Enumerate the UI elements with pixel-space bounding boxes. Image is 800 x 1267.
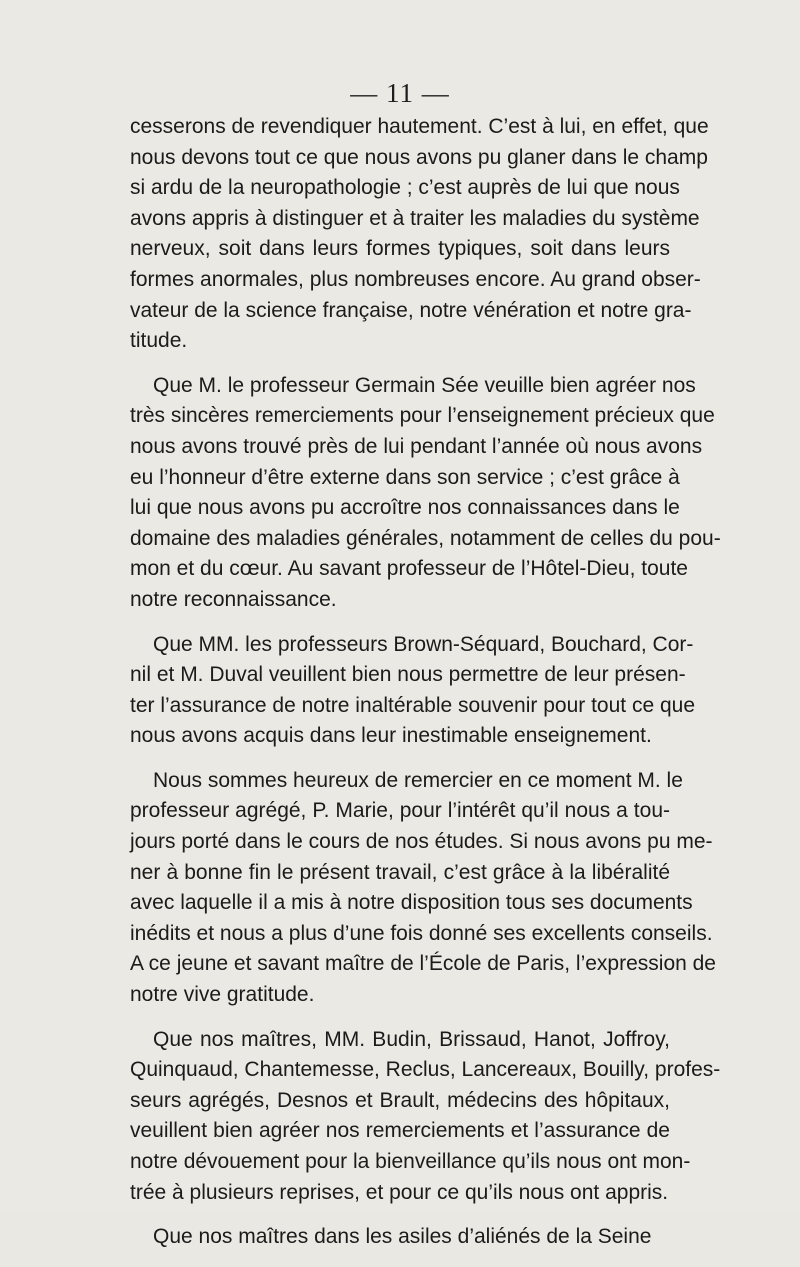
text-line: inédits et nous a plus d’une fois donné ses excellents conseils. — [130, 921, 713, 945]
text-line: seurs agrégés, Desnos et Brault, médecins des hôpitaux, — [130, 1088, 670, 1112]
text-line: Que nos maîtres, MM. Budin, Brissaud, Hanot, Joffroy, — [153, 1027, 670, 1051]
text-line: jours porté dans le cours de nos études. Si nous avons pu me- — [130, 830, 713, 854]
text-line: nous devons tout ce que nous avons pu glaner dans le champ — [130, 145, 708, 169]
paragraph — [130, 1025, 721, 1209]
text-line: si ardu de la neuropathologie ; c’est auprès de lui que nous — [130, 176, 680, 200]
paragraph — [130, 112, 709, 357]
text-line: nil et M. Duval veuillent bien nous permettre de leur présen- — [130, 663, 686, 687]
text-line: Que M. le professeur Germain Sée veuille bien agréer nos — [153, 373, 696, 397]
text-line: vateur de la science française, notre vénération et notre gra- — [130, 298, 692, 322]
paragraph — [130, 766, 716, 1011]
text-line: avec laquelle il a mis à notre disposition tous ses documents — [130, 891, 693, 915]
text-line: cesserons de revendiquer hautement. C’est à lui, en effet, que — [130, 115, 709, 138]
paragraph — [130, 371, 721, 616]
text-line: professeur agrégé, P. Marie, pour l’intérêt qu’il nous a tou- — [130, 799, 670, 823]
text-line: lui que nous avons pu accroître nos connaissances dans le — [130, 496, 680, 520]
text-line: mon et du cœur. Au savant professeur de l’Hôtel-Dieu, toute — [130, 557, 688, 581]
text-line: notre reconnaissance. — [130, 587, 337, 611]
text-line: notre dévouement pour la bienveillance qu’ils nous ont mon- — [130, 1150, 691, 1173]
text-line: notre vive gratitude. — [130, 983, 315, 1007]
text-line: trée à plusieurs reprises, et pour ce qu’ils nous ont appris. — [130, 1180, 669, 1204]
text-line: Que nos maîtres dans les asiles d’aliénés de la Seine — [153, 1225, 652, 1249]
text-line: ter l’assurance de notre inaltérable souvenir pour tout ce que — [130, 693, 696, 717]
paragraph — [130, 630, 696, 752]
text-line: A ce jeune et savant maître de l’École de Paris, l’expression de — [130, 952, 716, 976]
text-line: eu l’honneur d’être externe dans son service ; c’est grâce à — [130, 465, 680, 489]
text-line: très sincères remerciements pour l’enseignement précieux que — [130, 404, 715, 428]
text-line: Nous sommes heureux de remercier en ce moment M. le — [153, 768, 683, 792]
text-line: Que MM. les professeurs Brown-Séquard, Bouchard, Cor- — [153, 632, 694, 656]
text-line: avons appris à distinguer et à traiter les maladies du système — [130, 206, 700, 230]
text-line: ner à bonne fin le présent travail, c’est grâce à la libéralité — [130, 860, 670, 884]
paragraph — [130, 1222, 670, 1253]
text-line: domaine des maladies générales, notamment de celles du pou- — [130, 526, 721, 550]
text-line: nous avons acquis dans leur inestimable enseignement. — [130, 724, 652, 748]
text-line: veuillent bien agréer nos remerciements et l’assurance de — [130, 1119, 670, 1143]
body-text — [130, 112, 721, 1267]
text-line: titude. — [130, 329, 188, 353]
page-number: — 11 — — [350, 78, 450, 108]
text-line: Quinquaud, Chantemesse, Reclus, Lancereaux, Bouilly, profes- — [130, 1058, 721, 1082]
text-line: formes anormales, plus nombreuses encore. Au grand obser- — [130, 267, 701, 291]
text-line: nous avons trouvé près de lui pendant l’année où nous avons — [130, 434, 703, 458]
text-line: nerveux, soit dans leurs formes typiques, soit dans leurs — [130, 237, 670, 261]
